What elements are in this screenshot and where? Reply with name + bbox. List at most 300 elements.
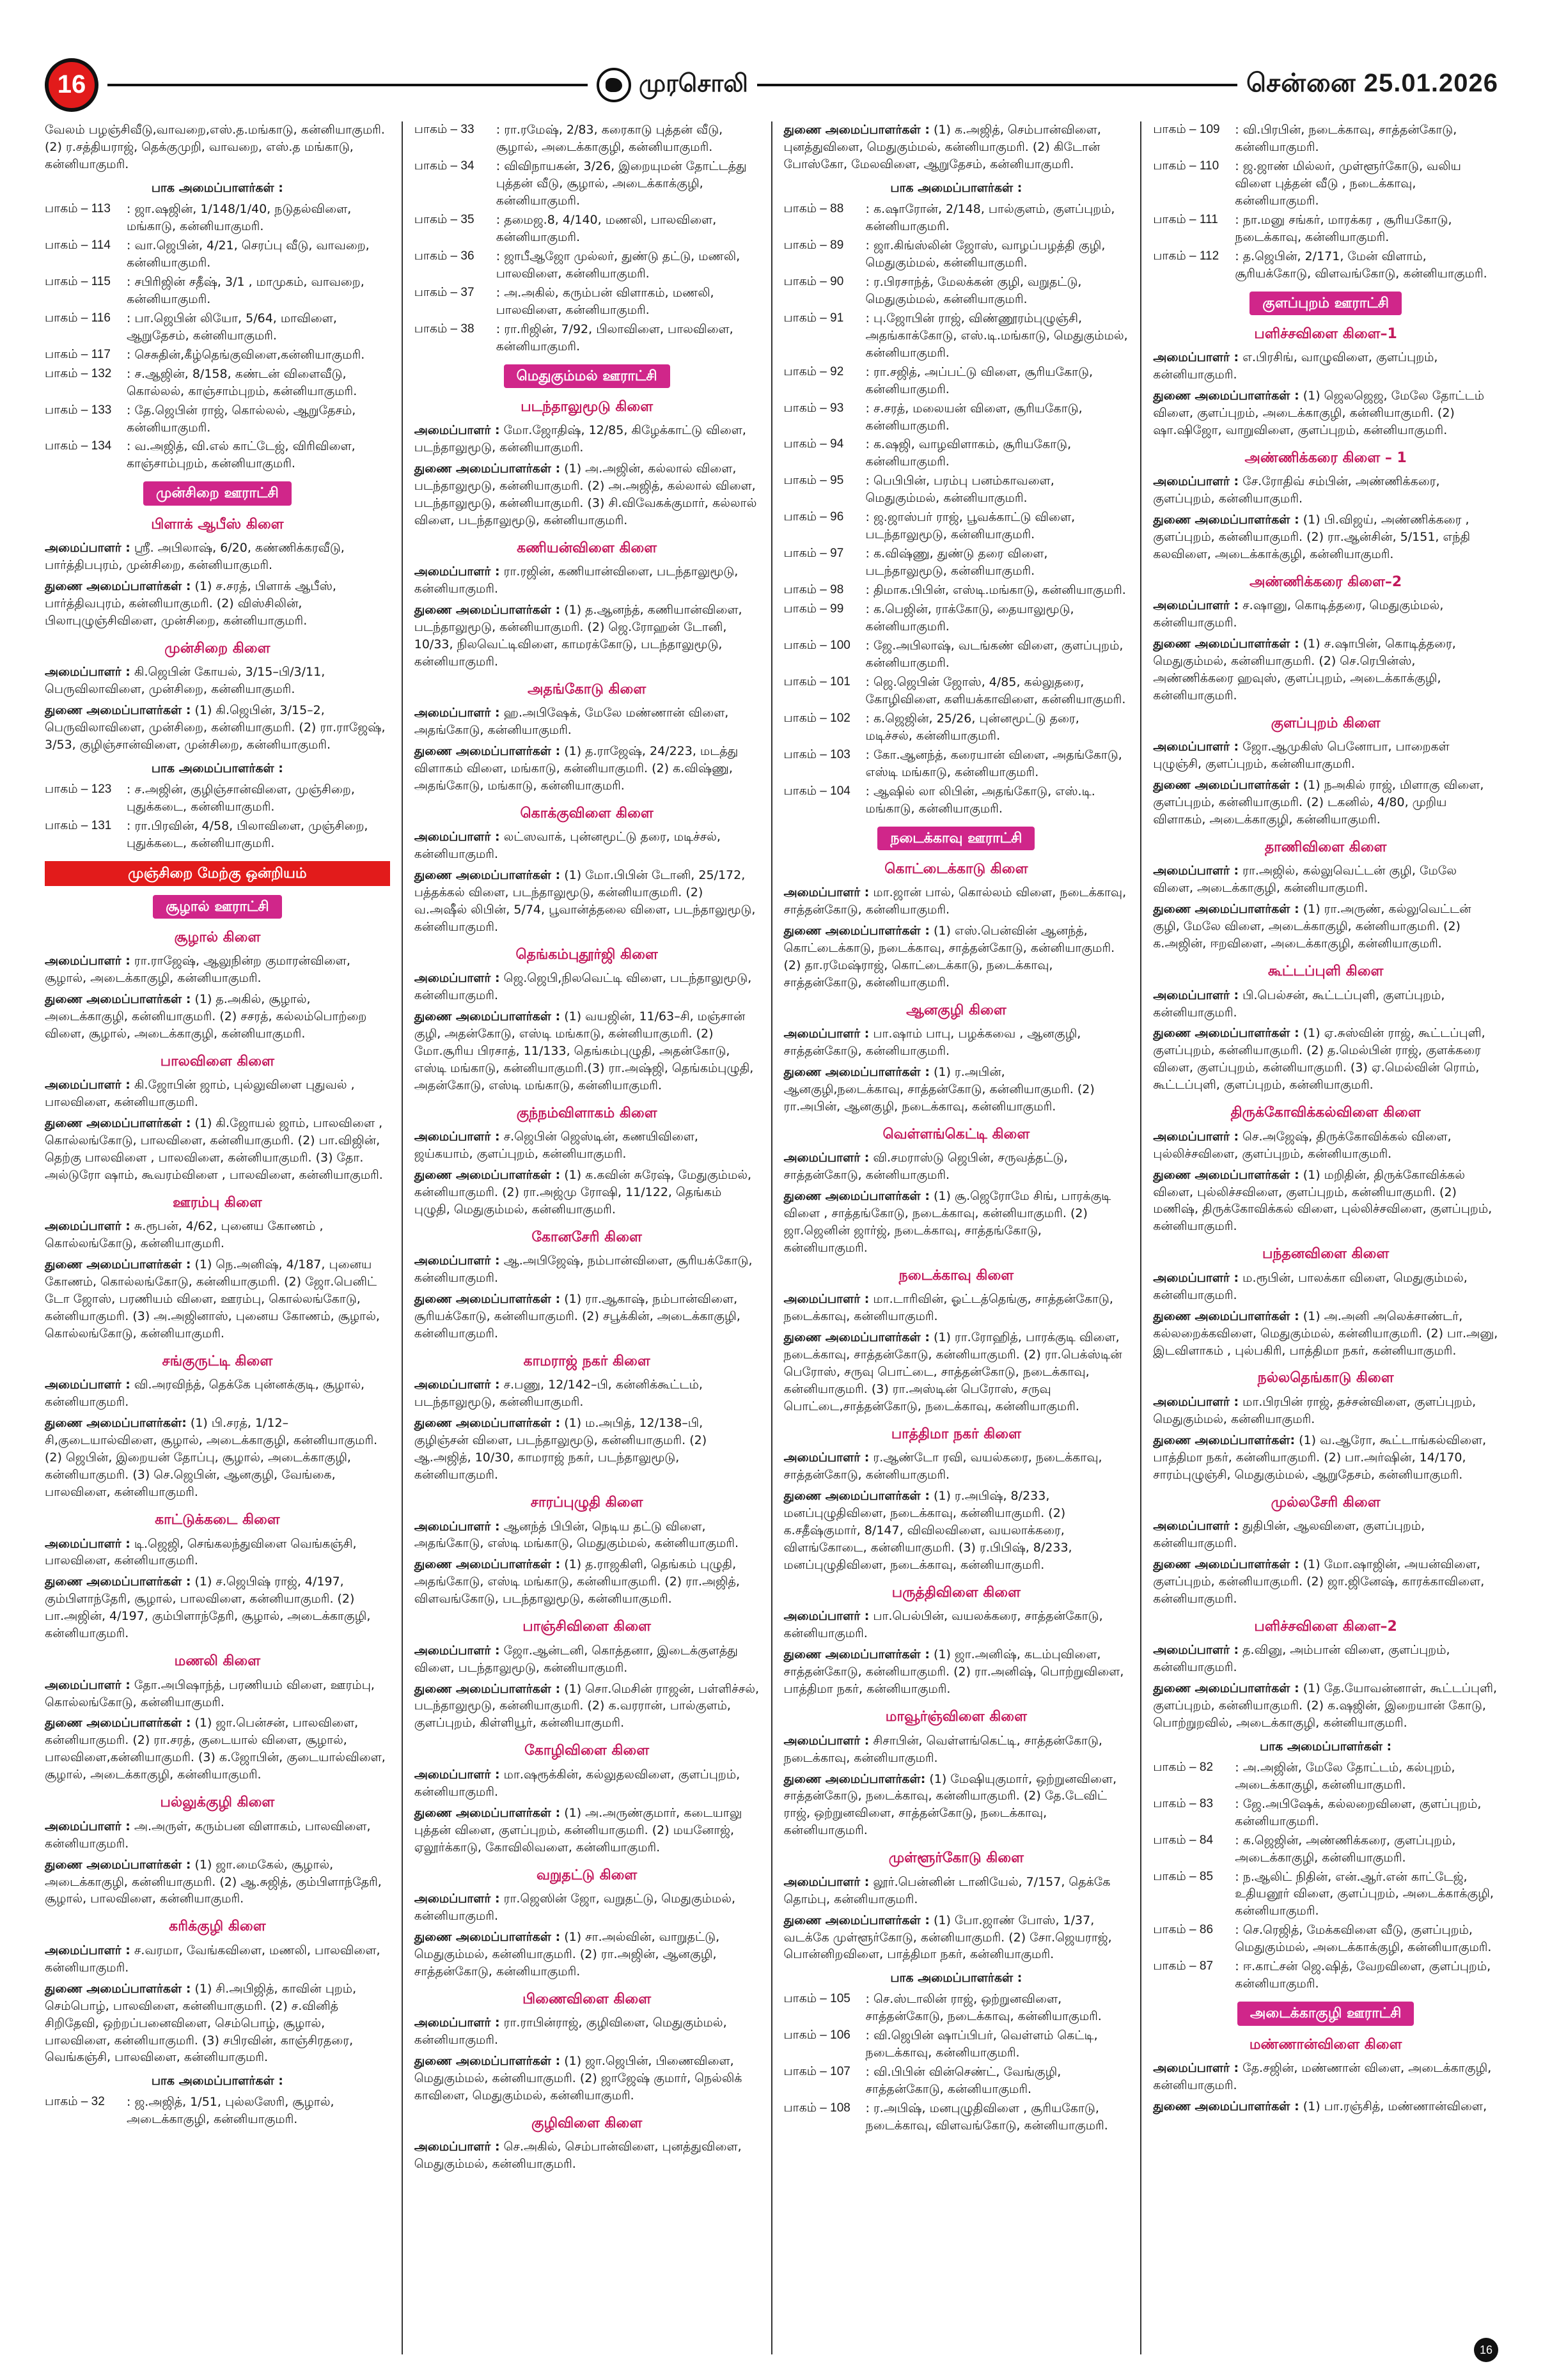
booth-row [45, 2094, 390, 2128]
role-entry [414, 1128, 760, 1163]
role-entry [414, 1556, 760, 1608]
booth-organizer: : ஜா.ஷஜின், 1/148/1/40, நடுதல்விளை, மங்காடு, கன்னியாகுமரி. [127, 201, 352, 233]
role-entry [414, 1518, 760, 1553]
role-label: அமைப்பாளர் : [1153, 988, 1239, 1002]
booth-organizer: : நா.மனு சங்கர், மாரக்கர , சூரியகோடு, நடைக்காவு, கன்னியாகுமரி. [1235, 212, 1452, 244]
role-details: (1) மறிதின், திருக்கோவிக்கல் விளை, புல்லிச்சவிளை, குளப்புறம், கன்னியாகுமரி. (2) மணிஷ், திருக்கோவிக்கல் விளை, புல்லிச்சவிளை, குளப்புறம், கன்னியாகுமரி. [1153, 1167, 1492, 1234]
role-details: (1) ரா.ஆகாஷ், நம்பான்விளை, சூரியக்கோடு, கன்னியாகுமரி. (2) சபூக்கின், அடைக்காகுழி, கன்னியாகுமரி. [414, 1292, 740, 1341]
role-details: (1) ரா.அருண், கல்லுவெட்டன் குழி, மேலே விளை, அடைக்காகுழி, கன்னியாகுமரி. (2) க.அஜின், ஈறவிளை, அடைக்காகுழி, கன்னியாகுமரி. [1153, 902, 1471, 951]
booth-row [414, 284, 760, 319]
role-entry [1153, 2098, 1498, 2115]
role-details: ஸ்ரீ. அபிலாஷ், 6/20, கண்ணிக்கரவீடு, பார்த்திபபுரம், முன்சிறை, கன்னியாகுமரி. [45, 540, 345, 572]
branch-heading: காட்டுக்கடை கிளை [155, 1512, 280, 1528]
role-label: துணை அமைப்பாளர்கள் : [783, 1330, 930, 1345]
role-entry [784, 1771, 1129, 1840]
booth-organizer: : ரா.பிரவின், 4/58, பிலாவிளை, முஞ்சிறை, புதுக்கடை, கன்னியாகுமரி. [127, 818, 368, 850]
booth-organizer: : ஜ.ஜாண் மில்லர், முள்ளூர்கோடு, வலிய விளை புத்தன் வீடு , நடைக்காவு, கன்னியாகுமரி. [1235, 159, 1461, 208]
role-details: (1) ஜா.அனிஷ், கடம்புவிளை, சாத்தன்கோடு, கன்னியாகுமரி. (2) ரா.அனிஷ், பொற்றுவிளை, பாத்திமா நகர், கன்னியாகுமரி. [783, 1647, 1124, 1697]
booth-row [45, 201, 390, 235]
role-details: (1) க.கவின் சுரேஷ், மேதுகும்மல், கன்னியாகுமரி. (2) ரா.அஜ்மு ரோஷி, 11/122, தெங்கம் புழுதி, மெதுகும்மல், கன்னியாகுமரி. [414, 1168, 752, 1217]
role-entry [1153, 2060, 1498, 2094]
role-details: (1) த.ராஜகிளி, தெங்கம் புழுதி, அதங்கோடு, எஸ்டி மங்காடு, கன்னியாகுமரி. (2) ரா.அஜித், விளவங்கோடு, படந்தாலுமூடு, கன்னியாகுமரி. [414, 1557, 740, 1606]
role-label: அமைப்பாளர் : [45, 1819, 130, 1833]
role-entry [1153, 1128, 1498, 1163]
role-details: (1) ர.அபிஷ், 8/233, மனப்புழுதிவிளை, நடைக்காவு, கன்னியாகுமரி. (2) க.சதீஷ்குமார், 8/147, விவிலவிளை, வயலாக்கரை, விளங்கோடை, கன்னியாகுமரி. (3) ர.பிபிஷ், 8/233, மனப்புழுதிவிளை, நடைக்காவு, கன்னியாகுமரி. [783, 1489, 1072, 1573]
paragraph: வேலம் பழஞ்சிவீடு,வாவறை,எஸ்.த.மங்காடு, கன்னியாகுமரி. (2) ர.சத்தியராஜ், தெக்குமுறி, வாவறை, எஸ்.த மங்காடு, கன்னியாகுமரி. [45, 123, 385, 171]
role-label: துணை அமைப்பாளர்கள் : [783, 1189, 930, 1204]
role-details: ரா.ரஜின், கணியான்விளை, படந்தாலுமூடு, கன்னியாகுமரி. [414, 564, 739, 596]
booth-organizer: : செ.ரெஜித், மேக்கவிளை வீடு, குளப்புறம், மெதுகும்மல், அடைக்காக்குழி, கன்னியாகுமரி. [1235, 1923, 1492, 1955]
role-label: அமைப்பாளர் : [45, 1536, 130, 1551]
role-details: ரா.ராஜேஷ், ஆலுநின்ற குமாரன்விளை, சூழால், அடைக்காகுழி, கன்னியாகுமரி. [45, 954, 350, 986]
role-label: துணை அமைப்பாளர்கள் : [45, 1575, 191, 1589]
role-label: அமைப்பாளர் : [414, 1130, 500, 1144]
role-details: லூர்.பென்னின் டானியேல், 7/157, தெக்கே தொம்பு, கன்னியாகுமரி. [783, 1874, 1111, 1906]
role-label: அமைப்பாளர் : [1153, 740, 1239, 754]
role-entry [45, 953, 390, 987]
role-label: துணை அமைப்பாளர்கள் : [1153, 1167, 1299, 1182]
role-label: துணை அமைப்பாளர்கள் : [1153, 1309, 1299, 1323]
role-details: (1) ச.ஷாபின், கொடித்தரை, மெதுகும்மல், கன்னியாகுமரி. (2) செ.ரெபின்ஸ், அண்ணிக்கரை ஹவுஸ், குளப்புறம், அடைக்காக்குழி, கன்னியாகுமரி. [1153, 637, 1456, 703]
branch-heading: நடைக்காவு கிளை [898, 1268, 1014, 1284]
booth-row [1153, 1922, 1498, 1956]
booth-organizer: : வி.பிரபின், நடைக்காவு, சாத்தன்கோடு, கன்னியாகுமரி. [1235, 123, 1457, 154]
role-entry [45, 1218, 390, 1252]
booth-number: பாகம் – 101 [783, 675, 850, 689]
booth-row [1153, 1832, 1498, 1867]
role-label: அமைப்பாளர் : [1153, 1394, 1239, 1409]
role-label: அமைப்பாளர் : [414, 564, 500, 579]
booth-row [414, 121, 760, 156]
role-entry [414, 1376, 760, 1411]
booth-row [784, 582, 1129, 599]
role-label: அமைப்பாளர் : [1153, 474, 1239, 489]
role-details: மா.ஜான் பால், கொல்லம் விளை, நடைக்காவு, சாத்தன்கோடு, கன்னியாகுமரி. [783, 885, 1127, 917]
booth-number: பாகம் – 105 [783, 1992, 850, 2006]
role-label: அமைப்பாளர் : [1153, 1642, 1239, 1657]
role-details: (1) கி.ஜெபின், 3/15–2, பெருவிலாவிளை, முன்சிறை, கன்னியாகுமரி. (2) ரா.ராஜேஷ், 3/53, குழிஞ்சான்விளை, முன்சிறை, கன்னியாகுமரி. [45, 703, 386, 752]
role-details: ச.பணு, 12/142–பி, கன்னிக்கூட்டம், படந்தாலுமூடு, கன்னியாகுமரி. [414, 1378, 703, 1410]
role-details: வி.சமராஸ்டு ஜெபின், சருவத்தட்டு, சாத்தன்கோடு, கன்னியாகுமரி. [783, 1151, 1068, 1183]
booth-number: பாகம் – 110 [1153, 159, 1219, 173]
role-details: பா.ஷாம் பாபு, பழக்கவை , ஆனகுழி, சாத்தன்கோடு, கன்னியாகுமரி. [783, 1027, 1081, 1059]
role-details: ஜோ.ஆமுகிஸ் பெனோபா, பாறைகள் புழுஞ்சி, குளப்புறம், கன்னியாகுமரி. [1153, 740, 1450, 772]
role-details: த.வினு, அம்பான் விளை, குளப்புறம், கன்னியாகுமரி. [1153, 1642, 1450, 1674]
booth-organizer: : தமைஜ.8, 4/140, மணலி, பாலவிளை, கன்னியாகுமரி. [496, 212, 717, 244]
role-entry [784, 1912, 1129, 1964]
role-entry [414, 1642, 760, 1677]
role-label: அமைப்பாளர் : [414, 1254, 500, 1268]
role-details: (1) அ.அருண்குமார், கடையாலு புத்தன் விளை, குளப்புறம், கன்னியாகுமரி. (2) மயனோஜ், ஏலூர்க்காடு, கோவிலிவளை, கன்னியாகுமரி. [414, 1805, 742, 1855]
role-details: லட்ஸவாக், புன்னமூட்டு தரை, மடிச்சல், கன்னியாகுமரி. [414, 830, 721, 862]
booth-organizer: : க.ஷாரோன், 2/148, பால்குளம், குளப்புறம், கன்னியாகுமரி. [865, 201, 1115, 233]
role-details: ஆ.அபிஜேஷ், நம்பான்விளை, சூரியக்கோடு, கன்னியாகுமரி. [414, 1254, 753, 1286]
booth-number: பாகம் – 98 [783, 583, 844, 597]
role-details: (1) ச.சரத், பிளாக் ஆபீஸ், பார்த்திவபுரம், கன்னியாகுமரி. (2) விஸ்சிலின், பிலாபுழுஞ்சிவிளை, முன்சிறை, கன்னியாகுமரி. [45, 579, 336, 628]
branch-heading: தெங்கம்புதூர்ஜி கிளை [515, 947, 658, 963]
role-entry [414, 743, 760, 795]
role-entry [45, 1715, 390, 1784]
role-entry [45, 1536, 390, 1570]
role-label: துணை அமைப்பாளர்கள் : [414, 868, 561, 883]
role-entry [1153, 1308, 1498, 1360]
branch-heading: சூழால் கிளை [174, 929, 261, 946]
role-details: ஜெ.ஜெபி,நிலவெட்டி விளை, படந்தாலுமூடு, கன்னியாகுமரி. [414, 971, 752, 1003]
role-entry [45, 1818, 390, 1853]
booth-organizer: : ரா.சஜித், அப்பட்டு விளை, சூரியகோடு, கன்னியாகுமரி. [865, 364, 1093, 396]
booth-organizer: : ச.அஜின், குழிஞ்சான்விளை, முஞ்சிறை, புதுக்கடை, கன்னியாகுமரி. [127, 782, 355, 814]
booth-row [1153, 212, 1498, 246]
booth-organizer: : க.பெஜின், ராக்கோடு, தையாலுமூடு, கன்னியாகுமரி. [865, 602, 1074, 634]
role-label: அமைப்பாளர் : [414, 1643, 500, 1658]
branch-heading: பல்லுக்குழி கிளை [160, 1794, 275, 1811]
role-entry [414, 563, 760, 598]
role-details: ச.ஷானு, கொடித்தரை, மெதுகும்மல், கன்னியாகுமரி. [1153, 598, 1444, 630]
booth-row [45, 274, 390, 308]
role-label: அமைப்பாளர் : [45, 664, 130, 679]
role-entry [784, 922, 1129, 992]
branch-heading: கணியன்விளை கிளை [517, 540, 657, 556]
booth-organizer: : செசுதின்,கீழ்தெங்குவிளை,கன்னியாகுமரி. [127, 347, 365, 362]
role-label: துணை அமைப்பாளர்கள் : [783, 924, 930, 938]
branch-heading: ஆனகுழி கிளை [906, 1002, 1006, 1019]
branch-heading: வறுதட்டு கிளை [536, 1867, 638, 1883]
branch-heading: காமராஜ் நகர் கிளை [523, 1353, 650, 1370]
panchayat-heading: மெதுகும்மல் ஊராட்சி [504, 364, 670, 388]
role-details: (1) மோ.ஷாஜின், அயன்விளை, குளப்புறம், கன்னியாகுமரி. (2) ஜா.ஜினேஷ், காரக்காவிளை, கன்னியாகுமரி. [1153, 1557, 1485, 1606]
booth-row [1153, 1759, 1498, 1794]
panchayat-heading: நடைக்காவு ஊராட்சி [877, 827, 1035, 850]
role-details: (1) ரா.ரோஹித், பாரக்குடி விளை, நடைக்காவு, சாத்தன்கோடு, கன்னியாகுமரி. (2) ரா.பெக்ஸ்டின் பெரோஸ், சருவு பொட்டை, சாத்தன்கோடு, நடைக்காவு, கன்னியாகுமரி. (3) ரா.அஸ்டின் பெரோஸ், சருவு பொட்டை,சாத்தன்கோடு, நடைக்காவு, கன்னியாகுமரி. [783, 1330, 1122, 1414]
role-label: அமைப்பாளர் : [45, 540, 130, 555]
branch-heading: மாவூர்ஞ்விளை கிளை [885, 1709, 1027, 1725]
role-details: ச.ஜெபின் ஜெஸ்டின், கணயிவிளை, ஜய்கயாம், குளப்புறம், கன்னியாகுமரி. [414, 1130, 698, 1162]
role-entry [784, 1329, 1129, 1415]
role-details: (1) த.ஆனந்த், கணியான்விளை, படந்தாலுமூடு, கன்னியாகுமரி. (2) ஜெ.ரோஹன் டோனி, 10/33, நிலவெட்டிவிளை, காமரக்கோடு, படந்தாலுமூடு, கன்னியாகுமரி. [414, 603, 742, 669]
role-entry [45, 1573, 390, 1642]
role-entry [45, 1077, 390, 1111]
role-label: அமைப்பாளர் : [414, 2139, 500, 2154]
booth-number: பாகம் – 113 [45, 201, 111, 215]
booth-row [414, 321, 760, 355]
branch-heading: குந்நம்விளாகம் கிளை [516, 1105, 657, 1122]
booth-number: பாகம் – 37 [414, 285, 474, 299]
role-label: அமைப்பாளர் : [1153, 2060, 1239, 2075]
role-details: (1) தே.யோவன்னாள், கூட்டப்புளி, குளப்புறம், கன்னியாகுமரி. (2) க.ஷஜின், இறையான் கோடு, பொற்றுறவில், அடைக்காகுழி, கன்னியாகுமரி. [1153, 1681, 1498, 1730]
role-entry [1153, 511, 1498, 563]
branch-heading: கொட்டைக்காடு கிளை [884, 861, 1028, 878]
booth-organizer: : ர.பிரசாந்த், மேலக்கன் குழி, வறுதட்டு, மெதுகும்மல், கன்னியாகுமரி. [865, 274, 1082, 306]
booth-organizer: : ஜாபீஆஜோ முல்லர், துண்டு தட்டு, மணலி, பாலவிளை, கன்னியாகுமரி. [496, 249, 740, 281]
booth-row [45, 237, 390, 272]
booth-organizer: : வி.ஜெபின் ஷாப்பிபர், வெள்ளம் கெட்டி, நடைக்காவு, கன்னியாகுமரி. [865, 2028, 1098, 2060]
role-details: (1) ச.ஜெபிஷ் ராஜ், 4/197, கும்பிளாந்தேரி, சூழால், பாலவிளை, கன்னியாகுமரி. (2) பா.அஜின், 4/197, கும்பிளாந்தேரி, சூழால், அடைக்காகுழி, கன்னியாகுமரி. [45, 1575, 371, 1641]
role-details: (1) சூ.ஜெரோமே சிங், பாரக்குடி விளை , சாத்தங்கோடு, நடைக்காவு, கன்னியாகுமரி. (2) ஜா.ஜெனின் ஜார்ஜ், நடைக்காவு, சாத்தங்கோடு, கன்னியாகுமரி. [783, 1189, 1111, 1256]
role-label: அமைப்பாளர் : [414, 1519, 500, 1534]
union-heading: முஞ்சிறை மேற்கு ஒன்றியம் [45, 861, 390, 886]
role-label: துணை அமைப்பாளர்கள் : [414, 744, 561, 759]
group-heading: பாக அமைப்பாளர்கள் : [890, 180, 1022, 195]
booth-row [784, 2064, 1129, 2098]
booth-number: பாகம் – 132 [45, 366, 112, 380]
booth-number: பாகம் – 103 [783, 747, 850, 761]
role-details: மா.ஷரூக்கின், கல்லுதலவிளை, குளப்புறம், கன்னியாகுமரி. [414, 1767, 740, 1799]
role-details: சே.ரோதிவ் சம்பின், அண்ணிக்கரை, குளப்புறம், கன்னியாகுமரி. [1153, 474, 1440, 506]
role-details: சு.ரூபன், 4/62, புனைய கோணம் , கொல்லங்கோடு, கன்னியாகுமரி. [45, 1219, 324, 1251]
role-details: (1) த.அகில், சூழால், அடைக்காகுழி, கன்னியாகுமரி. (2) சசரத், கல்லம்பொற்றை விளை, சூழால், அடைக்காகுழி, கன்னியாகுமரி. [45, 992, 367, 1041]
booth-number: பாகம் – 100 [783, 639, 850, 653]
booth-organizer: : க.விஷ்ணு, துண்டு தரை விளை, படந்தாலுமூடு, கன்னியாகுமரி. [865, 547, 1048, 579]
role-entry [45, 1856, 390, 1908]
role-details: (1) மோ.பிபின் டோனி, 25/172, பத்தக்கல் விளை, படந்தாலுமூடு, கன்னியாகுமரி. (2) வ.அஷீல் லிபின், 5/74, பூவான்த்தலை விளை, படந்தாலுமூடு, கன்னியாகுமரி. [414, 868, 756, 935]
panchayat-heading: அடைக்காகுழி ஊராட்சி [1237, 2002, 1414, 2025]
role-details: ஜோ.ஆன்டனி, கொத்தனா, இடைக்குளத்து விளை, படந்தாலுமூடு, கன்னியாகுமரி. [414, 1643, 738, 1675]
role-label: அமைப்பாளர் : [783, 1733, 870, 1748]
booth-organizer: : செ.ஸ்டாலின் ராஜ், ஒற்றுனவிளை, சாத்தன்கோடு, நடைக்காவு, கன்னியாகுமரி. [865, 1992, 1102, 2024]
role-details: ச.வரமா, வேங்கவிளை, மணலி, பாலவிளை, கன்னியாகுமரி. [45, 1943, 380, 1975]
branch-heading: படந்தாலுமூடு கிளை [521, 398, 654, 415]
booth-number: பாகம் – 93 [783, 401, 844, 415]
role-entry [784, 1874, 1129, 1908]
role-label: துணை அமைப்பாளர்கள் : [1153, 1681, 1299, 1695]
booth-number: பாகம் – 87 [1153, 1959, 1214, 1973]
booth-row [784, 710, 1129, 745]
booth-organizer: : அ.அஜின், மேலே தோட்டம், கல்புறம், அடைக்காகுழி, கன்னியாகுமரி. [1235, 1760, 1455, 1792]
role-details: (1) அ.அஜின், கல்லால் விளை, படந்தாலுமூடு, கன்னியாகுமரி. (2) அ.அஜித், கல்லால் விளை, படந்தாலுமூடு, கன்னியாகுமரி. (3) சி.விவேகக்குமார், கல்லால் விளை, படந்தாலுமூடு, கன்னியாகுமரி. [414, 462, 757, 527]
role-label: அமைப்பாளர் : [45, 954, 130, 968]
masthead [597, 68, 748, 102]
role-details: (1) வ.ஆரோ, கூட்டாங்கல்விளை, பாத்திமா நகர், கன்னியாகுமரி. (2) பா.அர்ஷின், 14/170, சாரம்புழுஞ்சி, மெதுகும்மல், ஆறுதேசம், கன்னியாகுமரி. [1153, 1433, 1487, 1482]
role-details: (1) ஜா.ஜெபின், பிணைவிளை, மெதுகும்மல், கன்னியாகுமரி. (2) ஜாஜேஷ் குமார், நெல்லிக் காவிளை, மெதுகும்மல், கன்னியாகுமரி. [414, 2053, 742, 2103]
booth-organizer: : ஜா.கிங்ஸ்லின் ஜோஸ், வாழப்பழத்தி குழி, மெதுகும்மல், கன்னியாகுமரி. [865, 238, 1106, 270]
booth-row [414, 158, 760, 210]
role-label: அமைப்பாளர் : [1153, 1518, 1239, 1533]
booth-row [784, 400, 1129, 435]
booth-row [784, 201, 1129, 235]
role-details: (1) எஸ்.பென்வின் ஆனந்த், கொட்டைக்காடு, நடைக்காவு, சாத்தன்கோடு, கன்னியாகுமரி. (2) தா.ரமேஷ்ராஜ், கொட்டைக்காடு, நடைக்காவு, சாத்தன்கோடு, கன்னியாகுமரி. [783, 924, 1115, 990]
role-label: துணை அமைப்பாளர்கள் : [783, 1489, 930, 1504]
role-entry [45, 702, 390, 754]
role-entry [784, 884, 1129, 919]
role-details: செ.அகில், செம்பான்விளை, புனத்துவிளை, மெதுகும்மல், கன்னியாகுமரி. [414, 2139, 742, 2171]
role-entry [784, 1291, 1129, 1325]
role-label: அமைப்பாளர் : [783, 1292, 870, 1307]
booth-row [784, 274, 1129, 308]
booth-number: பாகம் – 83 [1153, 1796, 1214, 1810]
role-details: வி.அரவிந்த், தெக்கே புன்னக்குடி, சூழால், கன்னியாகுமரி. [45, 1378, 365, 1410]
booth-organizer: : திமாக.பிபின், எஸ்டி.மங்காடு, கன்னியாகுமரி. [865, 583, 1126, 598]
role-entry [414, 460, 760, 529]
branch-heading: அண்ணிக்கரை கிளை – 1 [1244, 450, 1407, 467]
role-details: (1) சி.அபிஜித், காவின் புறம், செம்பொழ், பாலவிளை, கன்னியாகுமரி. (2) ச.வினித் சிறிதேவி, ஒற்றப்பனைவிளை, செம்பொழ், சூழால், பாலவிளை, கன்னியாகுமரி. (3) சபிரவின், காஞ்சிரதரை, வெங்கஞ்சி, பாலவிளை, கன்னியாகுமரி. [45, 1981, 357, 2065]
role-details: மா.பிரபின் ராஜ், தச்சன்விளை, குளப்புறம், மெதுகும்மல், கன்னியாகுமரி. [1153, 1394, 1476, 1426]
branch-heading: குளப்புறம் கிளை [1271, 715, 1381, 732]
booth-number: பாகம் – 104 [783, 784, 850, 798]
role-entry [414, 1252, 760, 1287]
role-entry [784, 1608, 1129, 1642]
role-entry [414, 1805, 760, 1856]
role-label: துணை அமைப்பாளர்கள் : [414, 2053, 561, 2068]
role-entry [414, 1890, 760, 1925]
booth-row [784, 237, 1129, 272]
role-label: துணை அமைப்பாளர்கள் : [45, 579, 191, 593]
role-label: அமைப்பாளர் : [414, 1767, 500, 1782]
role-details: (1) ர.அபின், ஆனகுழி,நடைக்காவு, சாத்தன்கோடு, கன்னியாகுமரி. (2) ரா.அபின், ஆனகுழி, நடைக்காவு, கன்னியாகுமரி. [783, 1065, 1095, 1114]
booth-row [1153, 1869, 1498, 1920]
group-heading: பாக அமைப்பாளர்கள் : [151, 761, 283, 775]
booth-organizer: : ஜ.அஜித், 1/51, புல்லஸேரி, சூழால், அடைக்காகுழி, கன்னியாகுமரி. [127, 2095, 334, 2127]
page-header [45, 54, 1498, 115]
booth-row [784, 509, 1129, 543]
role-entry [1153, 1556, 1498, 1608]
role-details: (1) ஜா.பென்சன், பாலவிளை, கன்னியாகுமரி. (2) ரா.சரத், குடையால் விளை, சூழால், பாலவிளை,கன்னியாகுமரி. (3) க.ஜோபின், குடையால்விளை, சூழால், அடைக்காகுழி, கன்னியாகுமரி. [45, 1716, 386, 1782]
role-entry [784, 1064, 1129, 1116]
role-label: துணை அமைப்பாளர்கள் : [1153, 1026, 1299, 1041]
branch-heading: முள்ளூர்கோடு கிளை [888, 1850, 1024, 1867]
role-entry [784, 1646, 1129, 1698]
booth-number: பாகம் – 33 [414, 123, 474, 136]
role-label: துணை அமைப்பாளர்கள் : [1153, 637, 1299, 651]
booth-row [784, 2027, 1129, 2062]
booth-number: பாகம் – 91 [783, 311, 844, 325]
role-entry [414, 1929, 760, 1980]
role-label: அமைப்பாளர் : [45, 1378, 130, 1392]
column-2 [402, 121, 771, 2354]
role-entry [784, 1188, 1129, 1257]
role-details: மா.டாரிவின், ஓட்டத்தெங்கு, சாத்தன்கோடு, நடைக்காவு, கன்னியாகுமரி. [783, 1292, 1113, 1324]
branch-heading: பாலவிளை கிளை [160, 1054, 274, 1070]
booth-organizer: : க.ஷஜி, வாழவிளாகம், சூரியகோடு, கன்னியாகுமரி. [865, 437, 1072, 469]
role-details: (1) க.அஜித், செம்பான்விளை, புனத்துவிளை, மெதுகும்மல், கன்னியாகுமரி. (2) கிடோன் போஸ்கோ, மேலவிளை, ஆறுதேசம், கன்னியாகுமரி. [783, 123, 1101, 171]
branch-heading: குழிவிளை கிளை [531, 2115, 643, 2131]
booth-row [45, 438, 390, 472]
booth-row [1153, 158, 1498, 210]
booth-organizer: : ஜே.அபிஷேக், கல்லறைவிளை, குளப்புறம், கன்னியாகுமரி. [1235, 1796, 1482, 1828]
branch-heading: முல்லசேரி கிளை [1271, 1494, 1381, 1511]
booth-number: பாகம் – 88 [783, 201, 844, 215]
booth-number: பாகம் – 84 [1153, 1833, 1214, 1847]
role-details: (1) மேஷியுகுமார், ஒற்றுனவிளை, சாத்தன்கோடு, நடைக்காவு, கன்னியாகுமரி. (2) தே.டேவிட் ராஜ், ஒற்றுனவிளை, சாத்தன்கோடு, நடைக்காவு, கன்னியாகுமரி. [783, 1771, 1117, 1838]
role-label: துணை அமைப்பாளர்கள் : [414, 1168, 561, 1183]
role-details: (1) ஜா.மைகேல், சூழால், அடைக்காகுழி, கன்னியாகுமரி. (2) ஆ.சுஜித், கும்பிளாந்தேரி, சூழால், பாலவிளை, கன்னியாகுமரி. [45, 1857, 382, 1906]
booth-number: பாகம் – 109 [1153, 123, 1220, 136]
murasoli-logo-icon [597, 68, 631, 102]
booth-row [414, 248, 760, 283]
role-label: துணை அமைப்பாளர்கள் : [783, 1065, 930, 1080]
role-label: அமைப்பாளர் : [783, 1027, 870, 1041]
booth-row [1153, 1796, 1498, 1830]
booth-number: பாகம் – 112 [1153, 249, 1219, 263]
role-label: துணை அமைப்பாளர்கள் : [414, 1009, 561, 1024]
role-label: துணை அமைப்பாளர்கள் : [414, 1416, 561, 1431]
booth-number: பாகம் – 96 [783, 510, 844, 524]
booth-number: பாகம் – 38 [414, 322, 474, 336]
branch-heading: வெள்ளங்கெட்டி கிளை [882, 1126, 1030, 1143]
role-details: (1) போ.ஜாண் போஸ், 1/37, வடக்கே முள்ளூர்கோடு, கன்னியாகுமரி. (2) சோ.ஜெயராஜ், பொன்னிறவிளை, பாத்திமா நகர், கன்னியாகுமரி. [783, 1913, 1112, 1962]
role-label: துணை அமைப்பாளர்கள் : [1153, 902, 1299, 917]
role-entry [784, 1488, 1129, 1574]
header-rule-left [107, 84, 588, 86]
role-entry [414, 602, 760, 671]
role-label: துணை அமைப்பாளர்கள் : [45, 992, 191, 1007]
role-entry [414, 2014, 760, 2049]
booth-row [45, 346, 390, 364]
role-label: அமைப்பாளர் : [1153, 598, 1239, 613]
role-label: துணை அமைப்பாளர்கள் : [45, 1257, 191, 1272]
branch-heading: பருத்திவிளை கிளை [891, 1585, 1021, 1601]
role-label: துணை அமைப்பாளர்கள் : [783, 1647, 930, 1662]
role-entry [414, 970, 760, 1004]
booth-organizer: : ஜே.அபிலாஷ், வடங்கண் விளை, குளப்புறம், கன்னியாகுமரி. [865, 639, 1124, 671]
booth-number: பாகம் – 89 [783, 238, 844, 252]
booth-organizer: : ச.சரத், மலையன் விளை, சூரியகோடு, கன்னியாகுமரி. [865, 401, 1083, 433]
role-label: துணை அமைப்பாளர்கள் : [414, 603, 561, 618]
role-entry [45, 1415, 390, 1501]
booth-row [1153, 248, 1498, 283]
role-entry [1153, 1270, 1498, 1304]
role-label: அமைப்பாளர் : [45, 1078, 130, 1093]
booth-number: பாகம் – 131 [45, 818, 112, 832]
role-entry [1153, 862, 1498, 897]
role-label: துணை அமைப்பாளர்கள் : [783, 1913, 930, 1927]
booth-organizer: : வ.அஜித், வி.எல் காட்டேஜ், விரிவிளை, காஞ்சாம்புறம், கன்னியாகுமரி. [127, 439, 356, 471]
role-details: ஆனந்த் பிபின், நெடிய தட்டு விளை, அதங்கோடு, எஸ்டி மங்காடு, மெதுகும்மல், கன்னியாகுமரி. [414, 1519, 739, 1551]
role-details: துதிபின், ஆலவிளை, குளப்புறம், கன்னியாகுமரி. [1153, 1518, 1425, 1550]
panchayat-heading: முன்சிறை ஊராட்சி [143, 481, 292, 505]
role-label: துணை அமைப்பாளர்கள் : [414, 1681, 561, 1696]
role-details: ர.ஆண்டோ ரவி, வயல்கரை, நடைக்காவு, சாத்தன்கோடு, கன்னியாகுமரி. [783, 1451, 1102, 1482]
branch-heading: பந்தனவிளை கிளை [1262, 1246, 1390, 1263]
booth-number: பாகம் – 32 [45, 2095, 105, 2109]
booth-organizer: : த.ஜெபின், 2/171, மேன் விளாம், சூரியக்கோடு, விளவங்கோடு, கன்னியாகுமரி. [1235, 249, 1487, 281]
booth-organizer: : வி.பிபின் வின்செண்ட், வேங்குழி, சாத்தன்கோடு, கன்னியாகுமரி. [865, 2065, 1061, 2097]
booth-row [784, 2100, 1129, 2135]
role-entry [784, 1732, 1129, 1767]
role-label: அமைப்பாளர் : [414, 2015, 500, 2030]
role-entry [784, 121, 1129, 173]
booth-organizer: : ஆஷில் லா லிபின், அதங்கோடு, எஸ்.டி. மங்காடு, கன்னியாகுமரி. [865, 784, 1095, 816]
role-entry [1153, 387, 1498, 439]
booth-row [784, 436, 1129, 471]
booth-row [784, 472, 1129, 507]
booth-number: பாகம் – 133 [45, 403, 112, 417]
booth-number: பாகம் – 90 [783, 274, 844, 288]
role-entry [414, 1291, 760, 1342]
role-entry [414, 2138, 760, 2173]
booth-organizer: : கோ.ஆனந்த், கரையான் விளை, அதங்கோடு, எஸ்டி மங்காடு, கன்னியாகுமரி. [865, 747, 1122, 779]
booth-row [414, 212, 760, 246]
branch-heading: அதங்கோடு கிளை [528, 681, 646, 697]
role-entry [45, 578, 390, 630]
panchayat-heading: குளப்புறம் ஊராட்சி [1249, 292, 1402, 315]
role-details: (1) நெ.அனிஷ், 4/187, புனைய கோணம், கொல்லங்கோடு, கன்னியாகுமரி. (2) ஜோ.பெனிட் டோ ஜோஸ், பரணியம் விளை, ஊரம்பு, கொல்லங்கோடு, கன்னியாகுமரி. (3) அ.அஜினாஸ், புனைய கோணம், சூழால், கொல்லங்கோடு, கன்னியாகுமரி. [45, 1257, 380, 1341]
group-heading: பாக அமைப்பாளர்கள் : [890, 1971, 1022, 1986]
role-details: ம.ரூபின், பாலக்கா விளை, மெதுகும்மல், கன்னியாகுமரி. [1153, 1270, 1468, 1302]
role-entry [1153, 473, 1498, 508]
booth-row [784, 1991, 1129, 2025]
role-label: துணை அமைப்பாளர்கள்: [783, 1771, 926, 1786]
role-label: துணை அமைப்பாளர்கள் : [45, 1116, 191, 1131]
booth-organizer: : விவிநாயகன், 3/26, இறையுமன் தோட்டத்து புத்தன் வீடு, சூழால், அடைக்காக்குழி, கன்னியாகுமரி. [496, 159, 747, 208]
role-entry [1153, 1432, 1498, 1484]
branch-heading: கரிக்குழி கிளை [169, 1918, 266, 1935]
dateline: சென்னை 25.01.2026 [1246, 68, 1498, 97]
booth-number: பாகம் – 134 [45, 439, 112, 453]
role-label: அமைப்பாளர் : [783, 1451, 870, 1465]
booth-row [784, 674, 1129, 708]
branch-heading: ஊரம்பு கிளை [173, 1195, 262, 1211]
booth-number: பாகம் – 86 [1153, 1923, 1214, 1937]
